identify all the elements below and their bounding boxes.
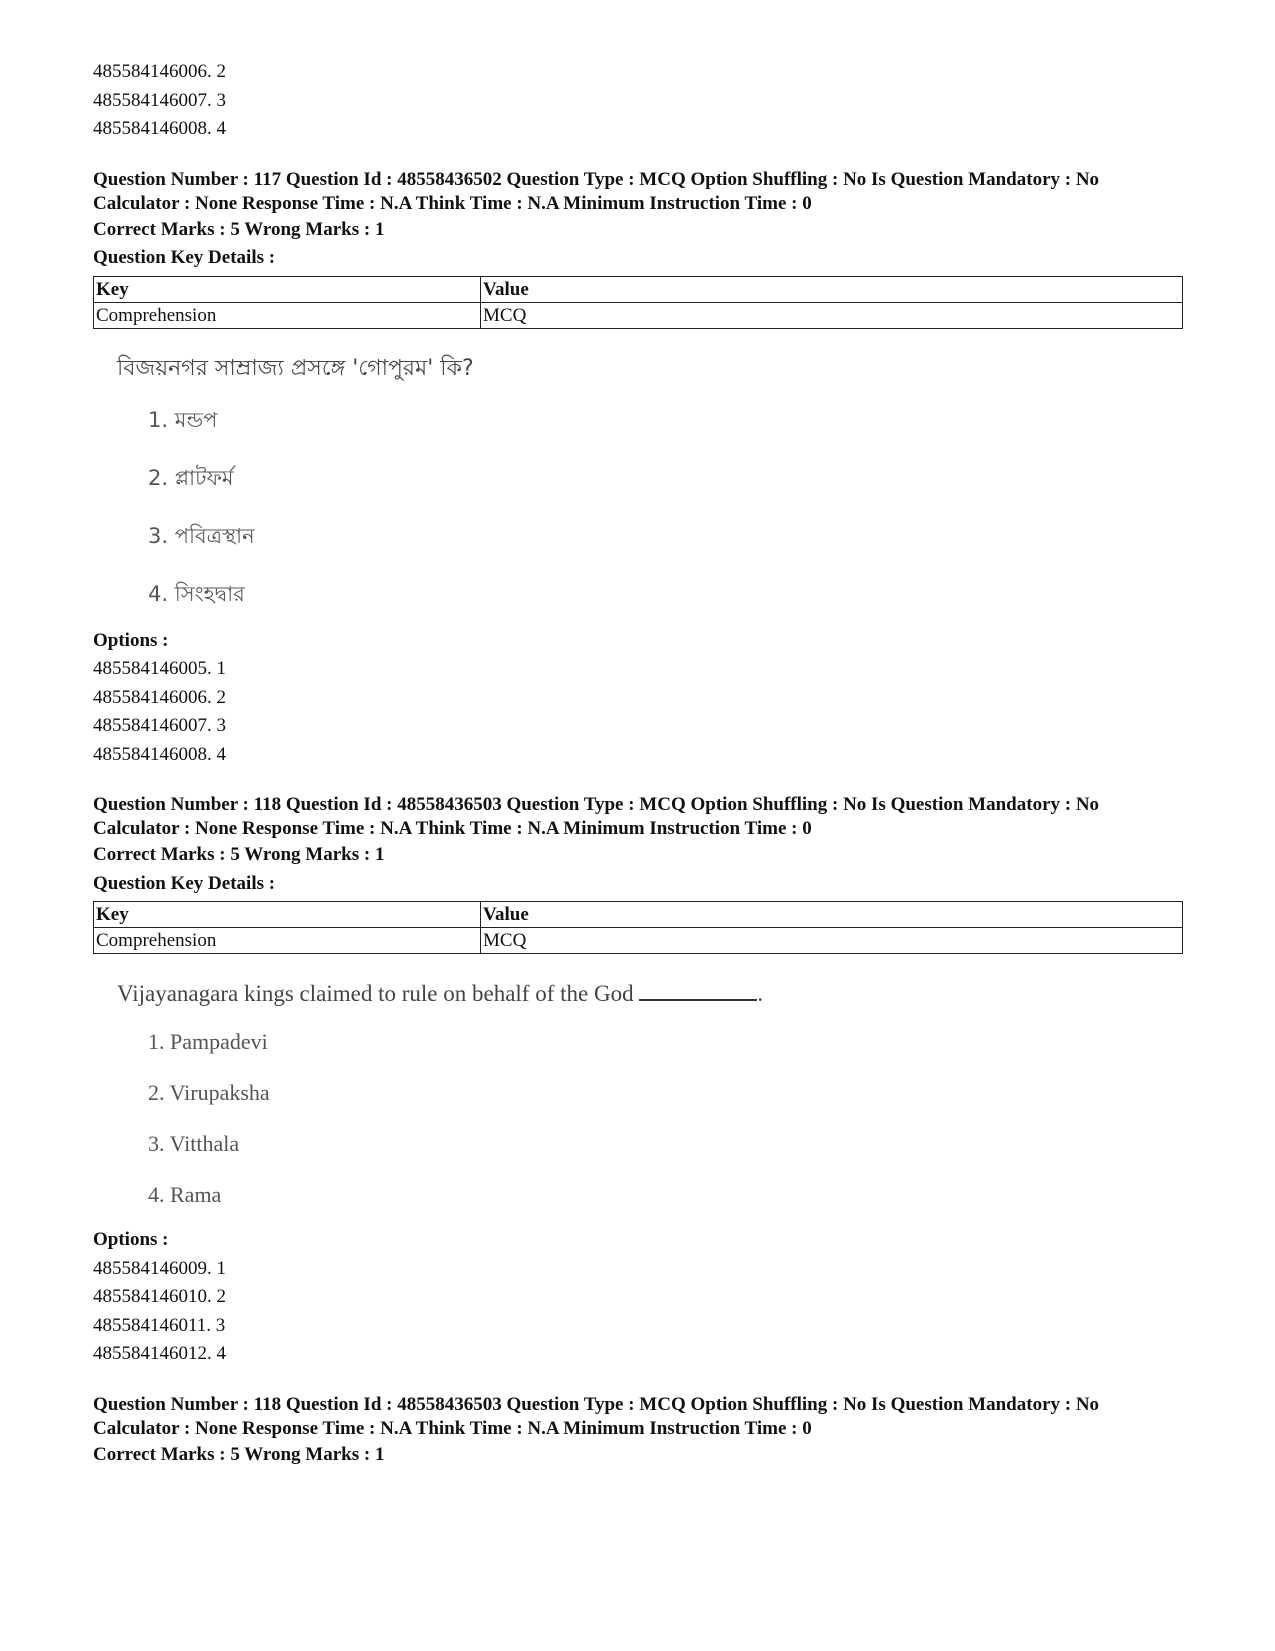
choice-item: 4. সিংহদ্বার bbox=[148, 581, 245, 606]
option-line: 485584146007. 3 bbox=[93, 715, 226, 736]
question-block-117 bbox=[93, 168, 1183, 770]
option-line: 485584146006. 2 bbox=[93, 686, 226, 708]
question-image bbox=[93, 972, 1183, 1220]
choice-item: 1. মন্ডপ bbox=[148, 407, 218, 432]
table-cell-value: MCQ bbox=[481, 928, 1183, 954]
key-details-table bbox=[93, 276, 1183, 329]
question-block-118 bbox=[93, 793, 1183, 1369]
stem-end: . bbox=[757, 981, 764, 1006]
table-header-key: Key bbox=[94, 902, 481, 928]
table-cell-key: Comprehension bbox=[94, 302, 481, 328]
option-line: 485584146006. 2 bbox=[93, 61, 226, 82]
table-header-key: Key bbox=[94, 276, 481, 302]
choice-item: 2. Virupaksha bbox=[148, 1080, 270, 1105]
option-line: 485584146008. 4 bbox=[93, 743, 226, 765]
table-row bbox=[94, 302, 1183, 328]
question-image bbox=[93, 347, 1183, 623]
marks-line: Correct Marks : 5 Wrong Marks : 1 bbox=[93, 844, 385, 865]
options-label: Options : bbox=[93, 1229, 169, 1250]
question-block-trailing bbox=[93, 1393, 1183, 1470]
question-header: Question Number : 118 Question Id : 48558436503 Question Type : MCQ Option Shuffling : No Is Question Mandatory : No Calculator : None Response Time : N.A Think Time : N.A Minimum Instruction Time : 0 bbox=[93, 1393, 1100, 1439]
option-line: 485584146012. 4 bbox=[93, 1343, 226, 1364]
choice-item: 1. Pampadevi bbox=[148, 1029, 268, 1054]
choice-item: 3. পবিত্রস্থান bbox=[148, 523, 255, 548]
key-details-label: Question Key Details : bbox=[93, 247, 276, 268]
question-stem: Vijayanagara kings claimed to rule on behalf of the God bbox=[117, 981, 634, 1006]
option-line: 485584146005. 1 bbox=[93, 658, 226, 679]
option-line: 485584146011. 3 bbox=[93, 1314, 226, 1336]
option-line: 485584146010. 2 bbox=[93, 1286, 226, 1307]
question-stem-line bbox=[93, 972, 1183, 1016]
choice-item: 3. Vitthala bbox=[148, 1131, 240, 1156]
table-row bbox=[94, 928, 1183, 954]
marks-line: Correct Marks : 5 Wrong Marks : 1 bbox=[93, 218, 385, 240]
table-header-value: Value bbox=[481, 276, 1183, 302]
key-details-table bbox=[93, 901, 1183, 954]
marks-line: Correct Marks : 5 Wrong Marks : 1 bbox=[93, 1443, 385, 1465]
table-header-row bbox=[94, 902, 1183, 928]
choice-item: 4. Rama bbox=[148, 1182, 222, 1207]
fill-blank bbox=[639, 981, 757, 1001]
table-cell-key: Comprehension bbox=[94, 928, 481, 954]
key-details-label: Question Key Details : bbox=[93, 872, 276, 894]
document-page bbox=[93, 58, 1183, 1469]
question-header: Question Number : 117 Question Id : 48558436502 Question Type : MCQ Option Shuffling : No Is Question Mandatory : No Calculator : None Response Time : N.A Think Time : N.A Minimum Instruction Time : 0 bbox=[93, 168, 1100, 214]
question-header: Question Number : 118 Question Id : 48558436503 Question Type : MCQ Option Shuffling : No Is Question Mandatory : No Calculator : None Response Time : N.A Think Time : N.A Minimum Instruction Time : 0 bbox=[93, 794, 1100, 839]
option-line: 485584146009. 1 bbox=[93, 1257, 226, 1279]
table-cell-value: MCQ bbox=[481, 302, 1183, 328]
options-label: Options : bbox=[93, 629, 169, 651]
option-line: 485584146007. 3 bbox=[93, 89, 226, 111]
choice-item: 2. প্লাটফর্ম bbox=[148, 465, 234, 490]
table-header-value: Value bbox=[481, 902, 1183, 928]
previous-options-list bbox=[93, 58, 1183, 144]
option-line: 485584146008. 4 bbox=[93, 118, 226, 139]
question-stem: বিজয়নগর সাম্রাজ্য প্রসঙ্গে 'গোপুরম' কি? bbox=[117, 355, 474, 381]
table-header-row bbox=[94, 276, 1183, 302]
